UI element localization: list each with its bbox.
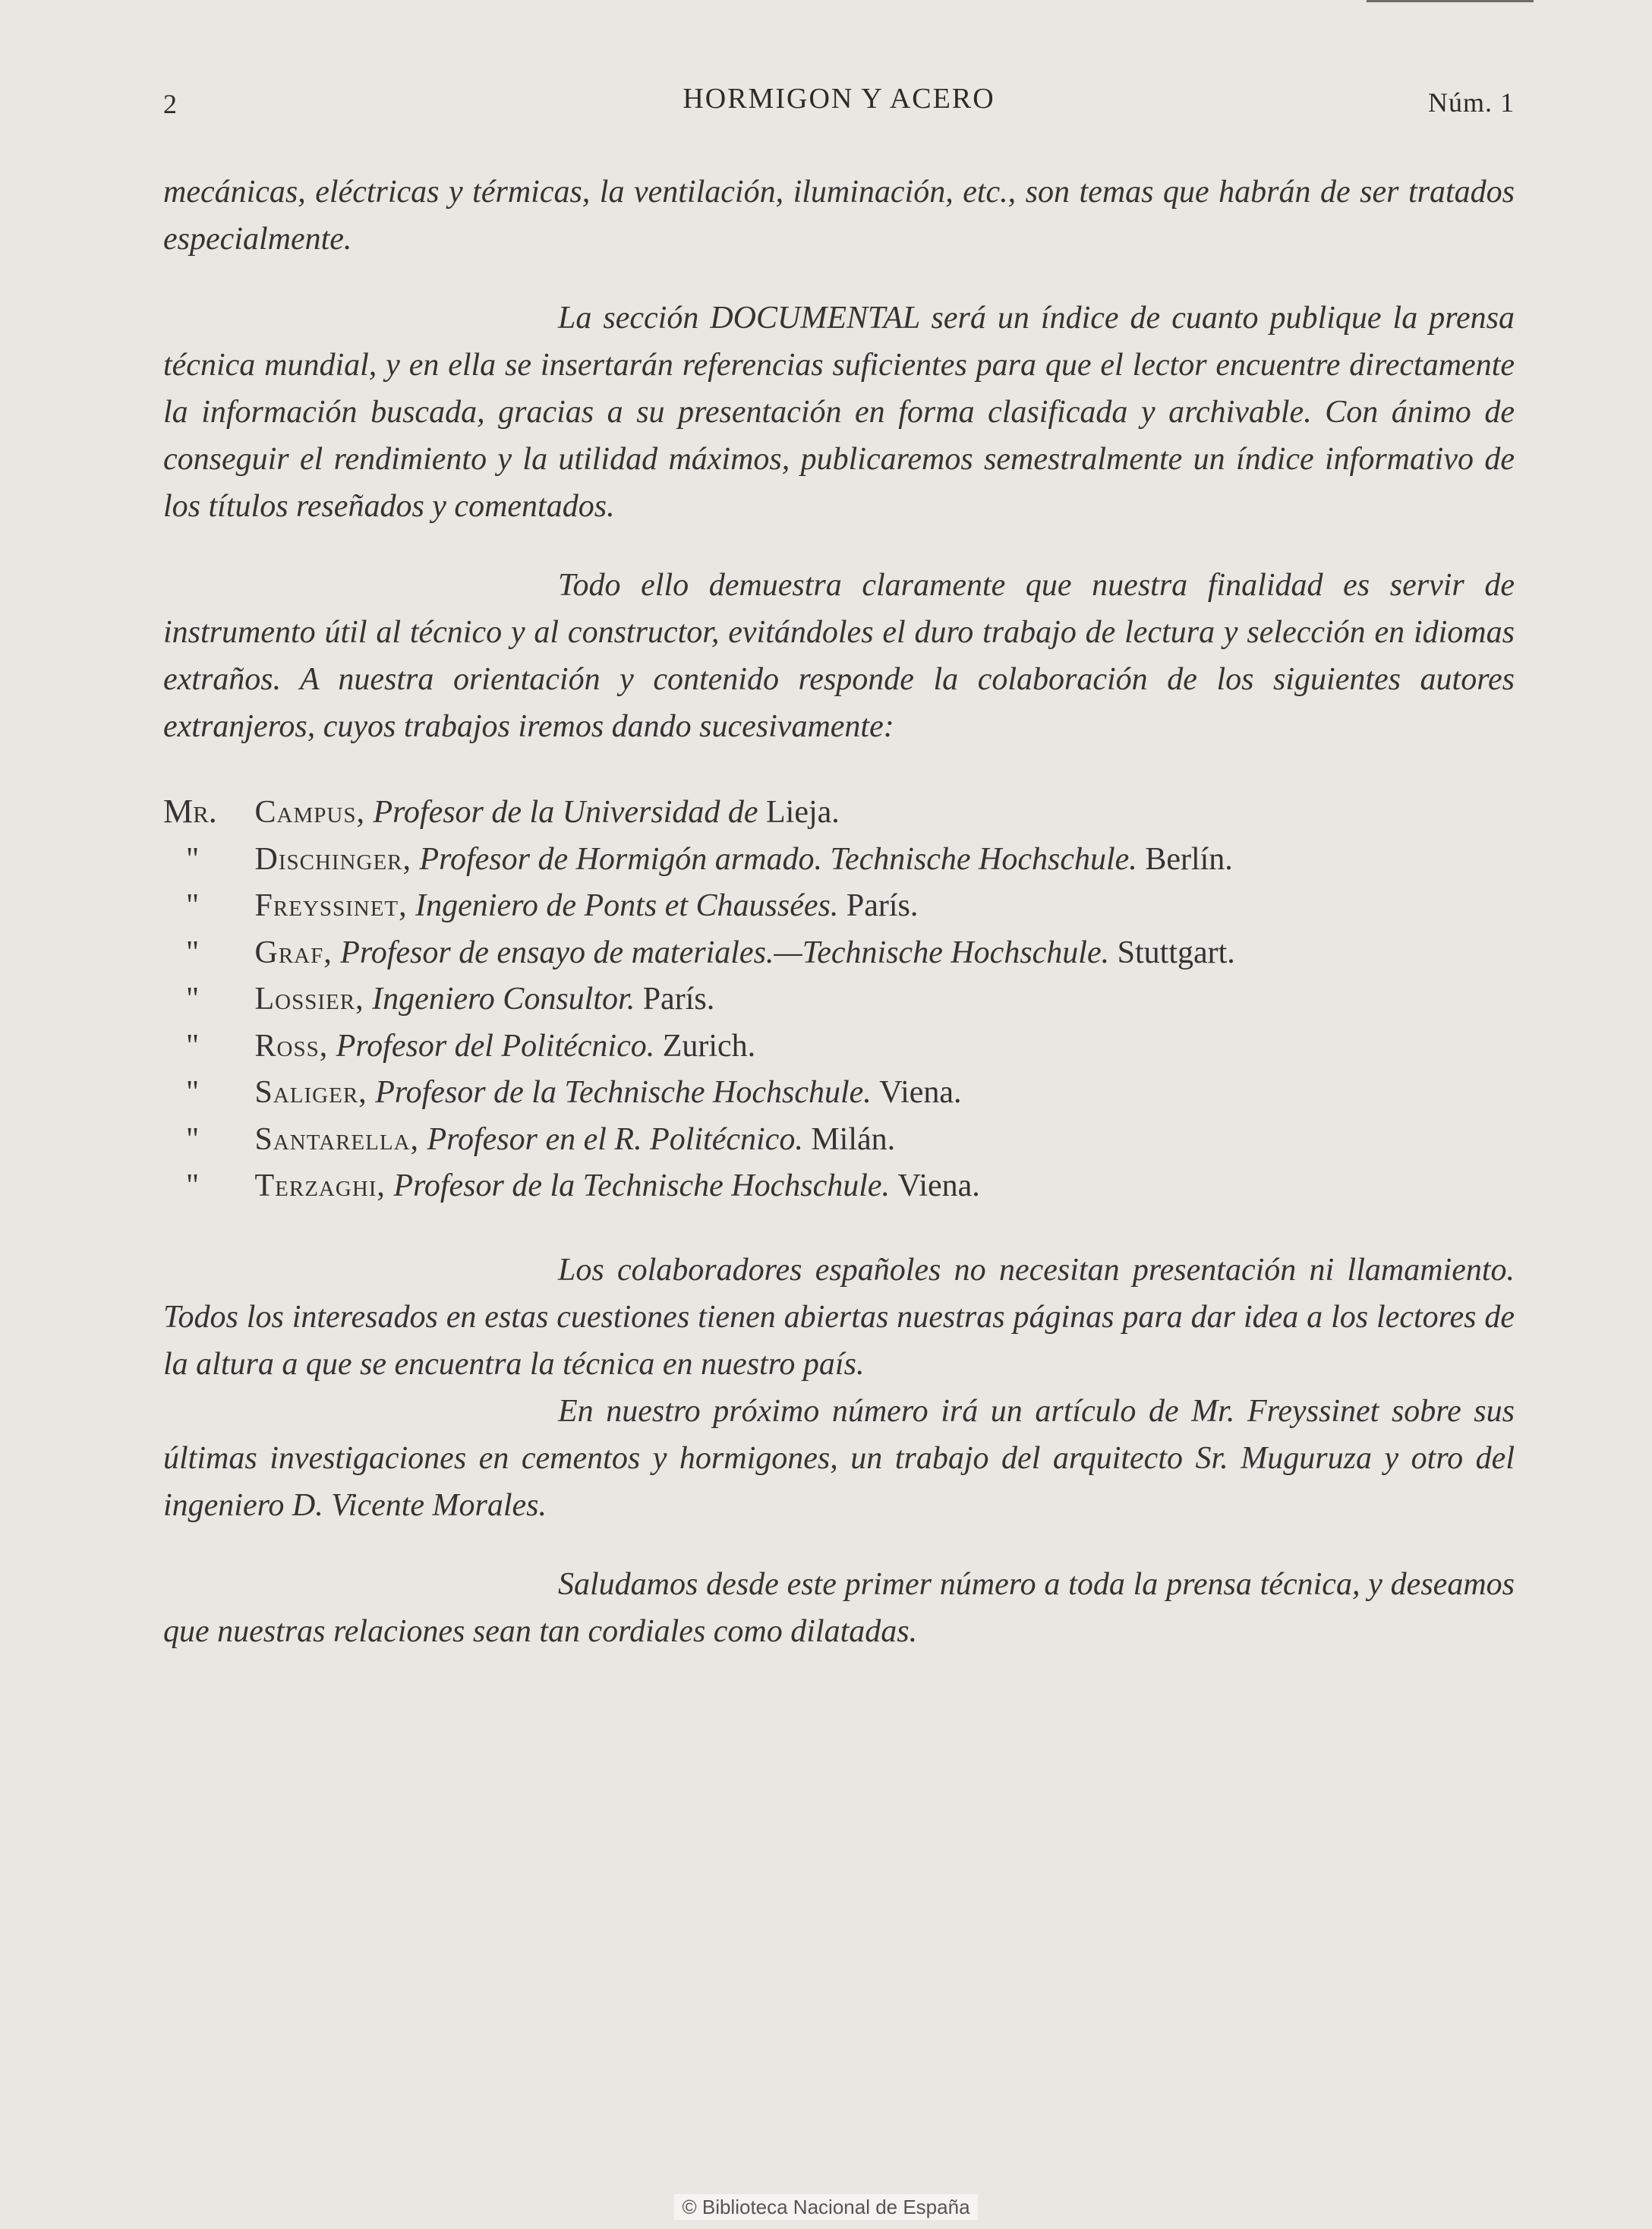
author-name: Campus, [254, 795, 365, 830]
watermark-text: © Biblioteca Nacional de España [674, 2194, 977, 2220]
paragraph-4: Los colaboradores españoles no necesitan presentación ni llamamiento. Todos los interesados en estas cuestiones tienen abiertas nuestras páginas para dar idea a los lectores de la altura a que se encuentra la técnica en nuestro país. [163, 1252, 1515, 1382]
author-item [163, 930, 1515, 977]
author-name: Terzaghi, [254, 1168, 386, 1203]
author-role: Profesor de la Technische Hochschule. [393, 1168, 891, 1203]
author-place: París. [642, 982, 715, 1017]
author-place: Viena. [897, 1168, 980, 1203]
author-item [163, 976, 1515, 1023]
author-name: Dischinger, [254, 841, 412, 877]
author-place: Milán. [811, 1121, 896, 1157]
authors-list [163, 788, 1515, 1210]
author-place: París. [846, 888, 919, 923]
author-item [163, 883, 1515, 930]
author-item [163, 837, 1515, 884]
author-place: Lieja. [766, 795, 840, 830]
paragraph-3: Todo ello demuestra claramente que nuestra finalidad es servir de instrumento útil al técnico y al constructor, evitándoles el duro trabajo de lectura y selección en idiomas extraños. A nuestra orientación y contenido responde la colaboración de los siguientes autores extranjeros, cuyos trabajos iremos dando sucesivamente: [163, 568, 1515, 744]
author-role: Profesor del Politécnico. [336, 1028, 655, 1064]
ditto-mark: " [186, 841, 200, 877]
paragraph-2: La sección DOCUMENTAL será un índice de cuanto publique la prensa técnica mundial, y en ella se insertarán referencias suficientes para que el lector encuentre directamente la información buscada, gracias a su presentación en forma clasificada y archivable. Con ánimo de conseguir el rendimiento y la utilidad máximos, publicaremos semestralmente un índice informativo de los títulos reseñados y comentados. [163, 301, 1515, 524]
author-role: Profesor de Hormigón armado. Technische Hochschule. [419, 841, 1137, 877]
issue-number: Núm. 1 [1428, 87, 1515, 118]
ditto-mark: " [186, 935, 200, 970]
author-name: Freyssinet, [254, 888, 408, 923]
paragraph-1: mecánicas, eléctricas y térmicas, la ventilación, iluminación, etc., son temas que habrán de ser tratados especialmente. [163, 175, 1515, 257]
ditto-mark: " [186, 1121, 200, 1157]
author-role: Profesor de la Technische Hochschule. [375, 1075, 872, 1110]
ditto-mark: " [186, 1168, 200, 1203]
author-name: Ross, [254, 1028, 329, 1064]
author-name: Santarella, [254, 1121, 420, 1157]
author-item [163, 788, 1515, 837]
author-role: Profesor de ensayo de materiales.—Technische Hochschule. [340, 935, 1110, 970]
author-role: Profesor en el R. Politécnico. [427, 1121, 803, 1157]
author-item [163, 1070, 1515, 1117]
author-prefix: Mr. [163, 793, 217, 830]
author-name: Lossier, [254, 982, 364, 1017]
paragraph-5: En nuestro próximo número irá un artículo de Mr. Freyssinet sobre sus últimas investigaciones en cementos y hormigones, un trabajo del arquitecto Sr. Muguruza y otro del ingeniero D. Vicente Morales. [163, 1393, 1515, 1523]
ditto-mark: " [186, 1075, 200, 1110]
paragraph-6: Saludamos desde este primer número a toda la prensa técnica, y deseamos que nuestras relaciones sean tan cordiales como dilatadas. [163, 1566, 1515, 1649]
author-name: Graf, [254, 935, 333, 970]
library-watermark [0, 2196, 1652, 2219]
author-role: Ingeniero Consultor. [372, 982, 635, 1017]
author-item [163, 1117, 1515, 1164]
page-number: 2 [163, 89, 178, 119]
journal-title: HORMIGON Y ACERO [683, 83, 995, 115]
ditto-mark: " [186, 982, 200, 1017]
article-body [163, 169, 1515, 1655]
author-place: Zurich. [662, 1028, 756, 1064]
author-name: Saliger, [254, 1075, 367, 1110]
author-role: Profesor de la Universidad de [373, 795, 758, 830]
running-header [163, 82, 1515, 120]
top-edge-rule [1367, 0, 1534, 2]
ditto-mark: " [186, 1028, 200, 1064]
author-place: Stuttgart. [1117, 935, 1235, 970]
author-item [163, 1163, 1515, 1210]
ditto-mark: " [186, 888, 200, 923]
author-item [163, 1023, 1515, 1070]
author-place: Berlín. [1145, 841, 1233, 877]
author-place: Viena. [879, 1075, 962, 1110]
author-role: Ingeniero de Ponts et Chaussées. [415, 888, 839, 923]
